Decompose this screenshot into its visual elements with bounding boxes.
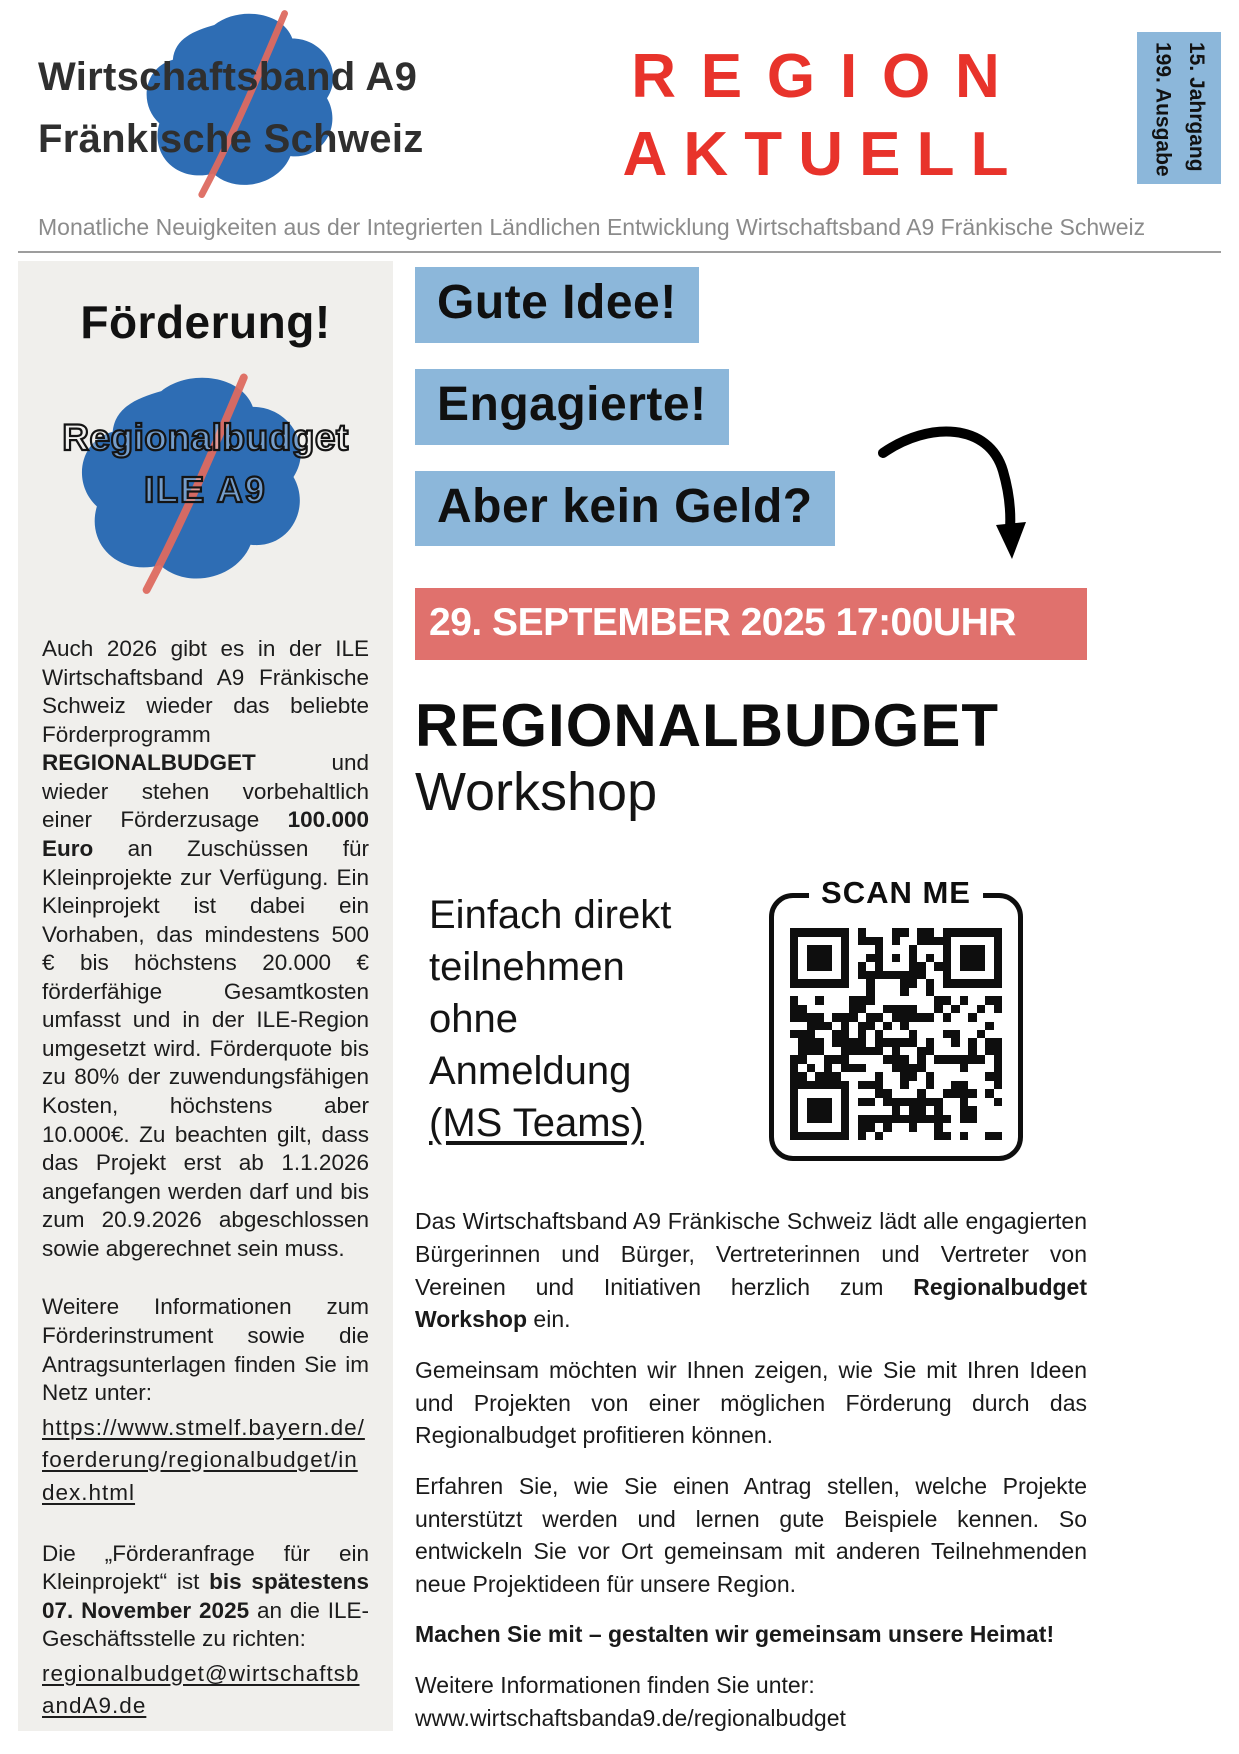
- invitation-text-1: Das Wirtschaftsband A9 Fränkische Schweiz lädt alle engagierten Bürgerinnen und Bürger, Vertreterinnen und Vertreter von Vereinen und Initiativen herzlich zum: [415, 1208, 1087, 1300]
- date-banner: 29. SEPTEMBER 2025 17:00UHR: [415, 588, 1087, 660]
- masthead-line2: AKTUELL: [622, 119, 1025, 189]
- regionalbudget-logo-text: [42, 417, 369, 511]
- invitation-bold: Regionalbudget Workshop: [415, 1273, 1087, 1333]
- participation-row: [415, 875, 1087, 1161]
- intro-paragraph: [42, 635, 369, 1263]
- paragraph-cta: Machen Sie mit – gestalten wir gemeinsam unsere Heimat!: [415, 1621, 1055, 1648]
- badge-no-money: Aber kein Geld?: [415, 471, 835, 547]
- regionalbudget-logo: [42, 373, 369, 605]
- masthead-line1: REGION: [631, 42, 1025, 111]
- intro-bold-amount: 100.000 Euro: [42, 807, 369, 861]
- participation-note: [429, 889, 685, 1161]
- logo-text-line1: Regionalbudget: [62, 417, 349, 458]
- workshop-title: REGIONALBUDGET: [415, 692, 999, 760]
- intro-text-2: und wieder stehen vorbehaltlich einer Förderzusage: [42, 750, 369, 833]
- workshop-subtitle: Workshop: [415, 762, 658, 823]
- issue-number: 199. Ausgabe: [1151, 42, 1175, 177]
- body-text: [415, 1205, 1087, 1734]
- paragraph-more-info: [415, 1669, 1087, 1734]
- brand-line1: Wirtschaftsband A9: [38, 55, 418, 99]
- badge-good-idea: Gute Idee!: [415, 267, 699, 343]
- brand-title: [38, 46, 508, 170]
- slogan-badges: [415, 267, 1087, 546]
- left-heading: Förderung!: [80, 296, 331, 348]
- curved-arrow-icon: [877, 419, 1027, 559]
- issue-box: [1137, 32, 1221, 184]
- deadline-text-2: an die ILE-Geschäftsstelle zu richten:: [42, 1597, 369, 1652]
- main-content: [0, 253, 1239, 1749]
- right-column: [415, 261, 1087, 1731]
- paragraph-goal: Gemeinsam möchten wir Ihnen zeigen, wie Sie mit Ihren Ideen und Projekten von einer möglichen Förderung durch das Regionalbudget profitieren können.: [415, 1356, 1087, 1449]
- scan-me-label: SCAN ME: [809, 875, 983, 911]
- badge-engaged: Engagierte!: [415, 369, 729, 445]
- logo-text-line2: ILE A9: [144, 469, 267, 510]
- paragraph-learn: Erfahren Sie, wie Sie einen Antrag stellen, welche Projekte unterstützt werden und lernen gute Beispiele kennen. So entwickeln Sie vor Ort gemeinsam mit anderen Teilnehmenden neue Projektideen für unsere Region.: [415, 1472, 1087, 1597]
- participation-line-2: teilnehmen: [429, 945, 625, 990]
- participation-line-4: Anmeldung: [429, 1049, 632, 1094]
- invitation-text-2: ein.: [527, 1306, 571, 1333]
- participation-line-1: Einfach direkt: [429, 893, 672, 938]
- intro-text-3: an Zuschüssen für Kleinprojekte zur Verfügung. Ein Kleinprojekt ist dabei ein Vorhaben, das mindestens 500 € bis höchstens 20.000 € förderfähige Gesamtkosten umfasst und in der ILE-Region umgesetzt wird. Förderquote bis zu 80% der zuwendungsfähigen Kosten, höchstens aber 10.000€. Zu beachten gilt, dass das Projekt erst ab 1.1.2026 angefangen werden darf und bis zum 20.9.2026 abgeschlossen sowie abgerechnet sein muss.: [42, 835, 369, 1261]
- email-link[interactable]: regionalbudget@wirtschaftsbandA9.de: [42, 1660, 360, 1719]
- qr-code: [790, 928, 1002, 1140]
- brand: [38, 12, 508, 170]
- brand-line2: Fränkische Schweiz: [38, 117, 424, 161]
- paragraph-invitation: [415, 1205, 1087, 1336]
- info-paragraph: [42, 1293, 369, 1509]
- left-column: [18, 261, 393, 1731]
- more-info-text: Weitere Informationen finden Sie unter:: [415, 1672, 815, 1699]
- deadline-bold-date: bis spätestens 07. November 2025: [42, 1569, 369, 1623]
- participation-line-3: ohne: [429, 997, 518, 1042]
- stmelf-link[interactable]: https://www.stmelf.bayern.de/foerderung/regionalbudget/index.html: [42, 1414, 365, 1505]
- deadline-paragraph: [42, 1540, 369, 1724]
- masthead: [508, 12, 1123, 193]
- website-link[interactable]: www.wirtschaftsbanda9.de/regionalbudget: [415, 1704, 846, 1731]
- intro-text-1: Auch 2026 gibt es in der ILE Wirtschaftsband A9 Fränkische Schweiz wieder das beliebte Förderprogramm: [42, 636, 369, 747]
- info-text: Weitere Informationen zum Förderinstrument sowie die Antragsunterlagen finden Sie im Netz unter:: [42, 1294, 369, 1406]
- ms-teams-label: (MS Teams): [429, 1101, 644, 1146]
- header: [0, 0, 1239, 208]
- deadline-text-1: Die „Förderanfrage für ein Kleinprojekt“ ist: [42, 1540, 369, 1595]
- intro-bold-program: REGIONALBUDGET: [42, 750, 256, 776]
- issue-volume: 15. Jahrgang: [1185, 42, 1208, 172]
- qr-frame: [769, 875, 1023, 1161]
- tagline: Monatliche Neuigkeiten aus der Integrierten Ländlichen Entwicklung Wirtschaftsband A9 Fränkische Schweiz: [18, 214, 1221, 253]
